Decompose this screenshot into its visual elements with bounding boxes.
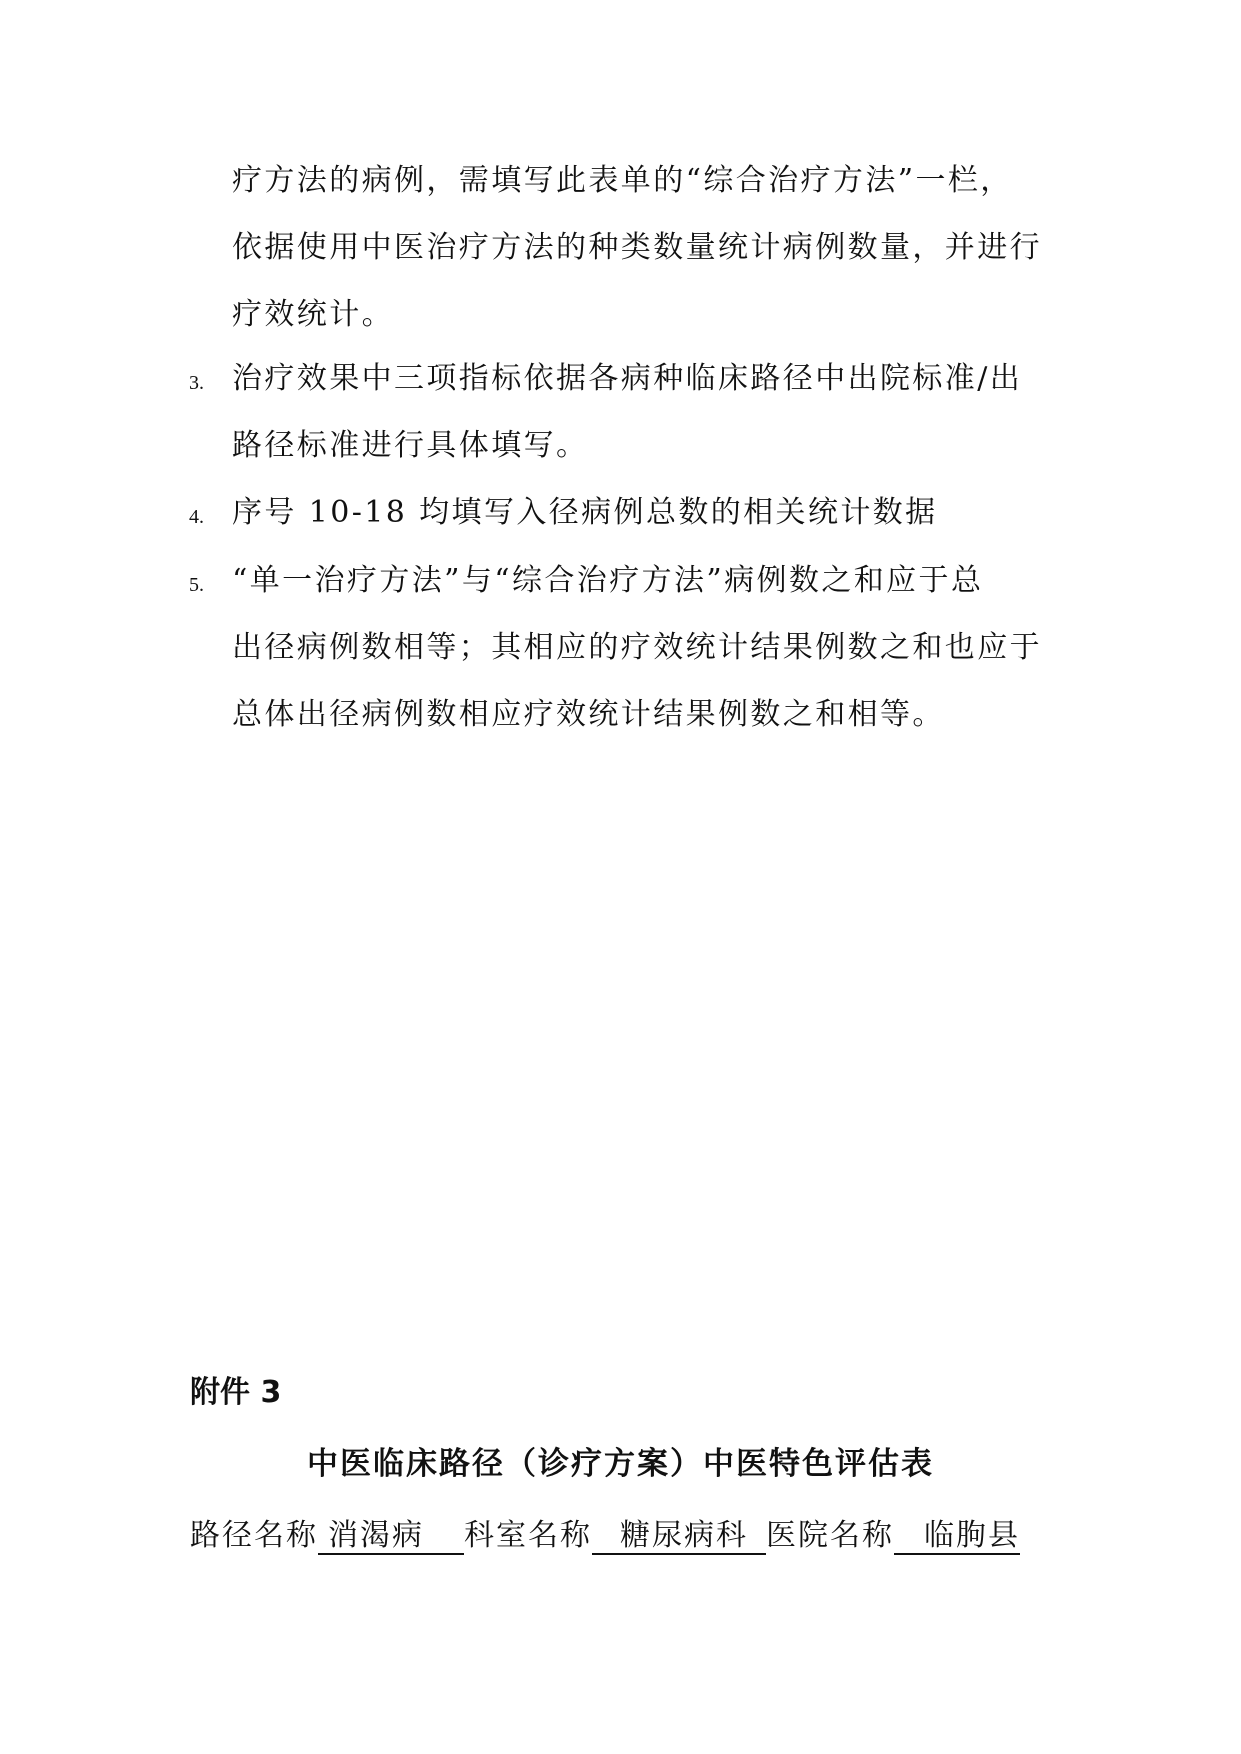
paragraph-line: 疗方法的病例，需填写此表单的“综合治疗方法”一栏，	[232, 163, 1013, 198]
list-item-text: 序号 10-18 均填写入径病例总数的相关统计数据	[232, 495, 938, 530]
paragraph-line: 依据使用中医治疗方法的种类数量统计病例数量，并进行	[232, 230, 1042, 265]
list-item-text: 出径病例数相等；其相应的疗效统计结果例数之和也应于	[232, 630, 1042, 665]
list-item-text: 路径标准进行具体填写。	[232, 428, 589, 463]
attachment-label: 附件 3	[190, 1375, 282, 1410]
dept-name-label: 科室名称	[464, 1518, 592, 1553]
paragraph-line: 疗效统计。	[232, 297, 394, 332]
form-title: 中医临床路径（诊疗方案）中医特色评估表	[307, 1446, 934, 1482]
list-number: 3.	[189, 372, 204, 394]
list-number: 5.	[189, 574, 204, 596]
list-item-text: 总体出径病例数相应疗效统计结果例数之和相等。	[232, 697, 945, 732]
path-name-value: 消渴病	[318, 1519, 464, 1555]
list-item-text: 治疗效果中三项指标依据各病种临床路径中出院标准/出	[232, 361, 1023, 396]
list-item-text: “单一治疗方法”与“综合治疗方法”病例数之和应于总	[232, 563, 984, 598]
list-number: 4.	[189, 506, 204, 528]
path-name-label: 路径名称	[190, 1518, 318, 1553]
hospital-name-label: 医院名称	[766, 1518, 894, 1553]
form-header-line	[190, 1516, 1020, 1556]
dept-name-value: 糖尿病科	[592, 1519, 766, 1555]
hospital-name-value: 临朐县	[894, 1519, 1020, 1555]
